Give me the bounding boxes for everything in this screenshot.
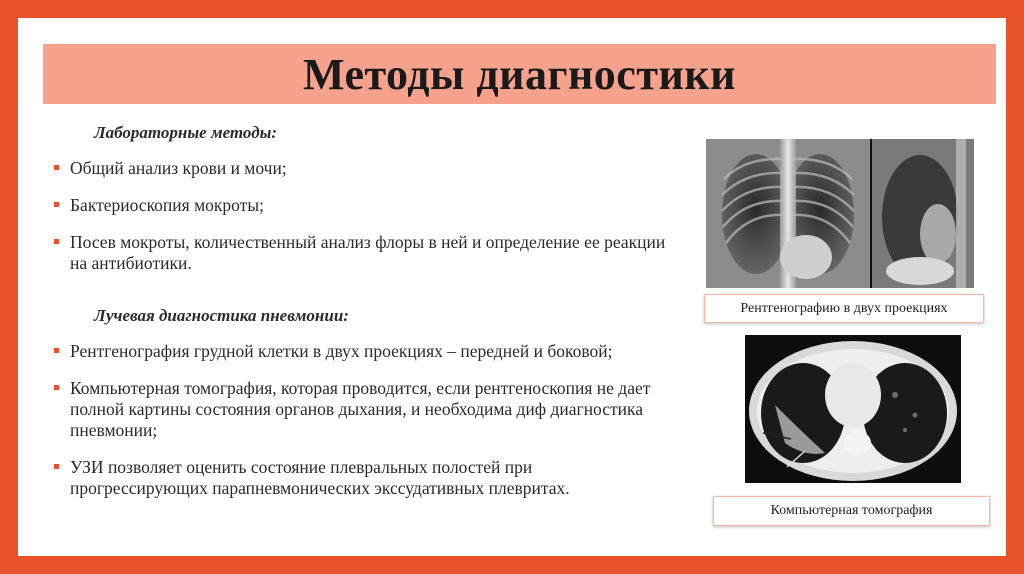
- bullet-icon: [54, 385, 59, 390]
- text-column: [54, 122, 694, 499]
- lab-heading: Лабораторные методы:: [94, 123, 278, 142]
- bullet-icon: [54, 202, 59, 207]
- list-item: Посев мокроты, количественный анализ флоры в ней и определение ее реакции на антибиотики.: [54, 232, 670, 274]
- list-item: Рентгенография грудной клетки в двух проекциях – передней и боковой;: [54, 341, 694, 362]
- ct-caption: Компьютерная томография: [713, 496, 990, 526]
- chest-xray-image: [706, 139, 974, 288]
- chest-xray-drawing: [706, 139, 974, 288]
- list-item: Бактериоскопия мокроты;: [54, 195, 694, 216]
- radiology-list: [54, 341, 694, 499]
- list-item: УЗИ позволяет оценить состояние плевральных полостей при прогрессирующих парапневмонических экссудативных плевритах.: [54, 457, 630, 499]
- bullet-icon: [54, 239, 59, 244]
- xray-caption: Рентгенографию в двух проекциях: [704, 294, 984, 323]
- list-item: Общий анализ крови и мочи;: [54, 158, 694, 179]
- lab-list: [54, 158, 694, 274]
- title-bar: [43, 44, 996, 104]
- bullet-icon: [54, 165, 59, 170]
- list-item: Компьютерная томография, которая проводится, если рентгеноскопия не дает полной картины состояния органов дыхания, и необходима диф диагностика пневмонии;: [54, 378, 680, 441]
- slide: [18, 18, 1006, 556]
- radiology-heading: Лучевая диагностика пневмонии:: [94, 306, 349, 325]
- ct-scan-image: [745, 335, 961, 483]
- bullet-icon: [54, 348, 59, 353]
- page-title: Методы диагностики: [303, 49, 736, 99]
- ct-scan-drawing: [745, 335, 961, 483]
- bullet-icon: [54, 464, 59, 469]
